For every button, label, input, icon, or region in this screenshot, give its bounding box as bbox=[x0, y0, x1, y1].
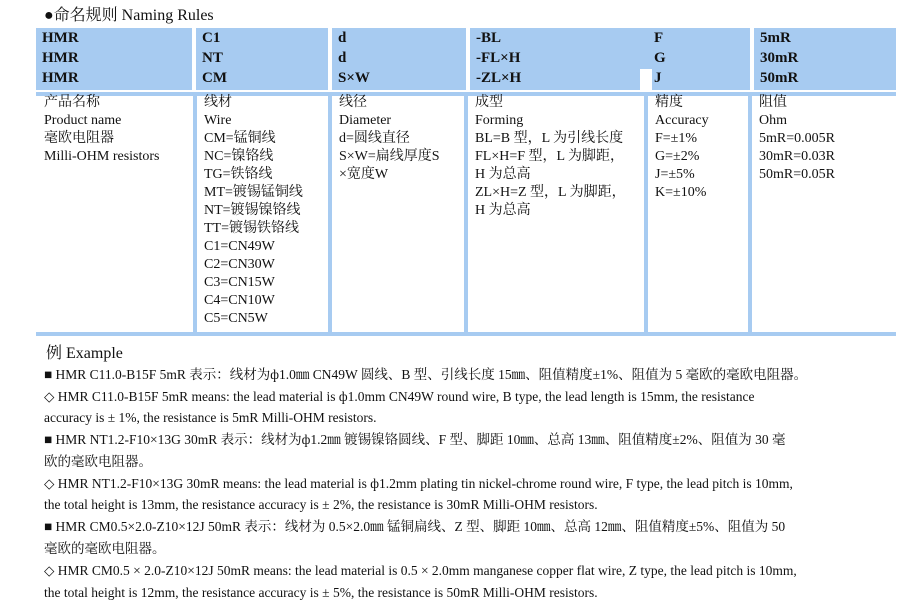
example-line: ■ HMR C11.0-B15F 5mR 表示：线材为ф1.0㎜ CN49W 圆线、B 型、引线长度 15㎜、阻值精度±1%、阻值为 5 毫欧的毫欧电阻器。 bbox=[44, 367, 808, 382]
ohm-column bbox=[751, 92, 896, 332]
desc-line: H 为总高 bbox=[475, 167, 531, 182]
diameter-column bbox=[331, 92, 465, 332]
accuracy-column bbox=[647, 92, 747, 332]
desc-line: d=圆线直径 bbox=[339, 131, 410, 146]
code-line: 50mR bbox=[760, 70, 799, 86]
example-line: the total height is 13mm, the resistance accuracy is ± 2%, the resistance is 30mR Milli-OHM resistors. bbox=[44, 497, 598, 512]
code-line: CM bbox=[202, 70, 227, 86]
desc-line: 毫欧电阻器 bbox=[44, 131, 114, 146]
desc-line: TG=铁铬线 bbox=[204, 167, 273, 182]
band-separator bbox=[750, 28, 754, 90]
code-line: F bbox=[654, 30, 664, 46]
desc-line: F=±1% bbox=[655, 131, 698, 146]
desc-line: BL=B 型，L 为引线长度 bbox=[475, 131, 624, 146]
example-line: 毫欧的毫欧电阻器。 bbox=[44, 541, 166, 556]
band-separator bbox=[640, 69, 652, 90]
code-line: S×W bbox=[338, 70, 370, 86]
code-line: HMR bbox=[42, 50, 79, 66]
example-line: ◇ HMR NT1.2-F10×13G 30mR means: the lead material is ф1.2mm plating tin nickel-chrome round wire, F type, the lead pitch is 10mm, bbox=[44, 476, 793, 491]
code-line: G bbox=[654, 50, 666, 66]
desc-line: S×W=扁线厚度S bbox=[339, 149, 440, 164]
naming-rules-title: ●命名规则 Naming Rules bbox=[44, 7, 214, 24]
desc-line: Forming bbox=[475, 113, 524, 128]
desc-line: MT=镀锡锰铜线 bbox=[204, 185, 303, 200]
code-cell-forming bbox=[470, 28, 648, 90]
desc-line: Wire bbox=[204, 113, 232, 128]
code-header-row bbox=[36, 28, 896, 90]
code-line: -ZL×H bbox=[476, 70, 522, 86]
desc-line: TT=镀锡铁铬线 bbox=[204, 221, 299, 236]
code-cell-series bbox=[36, 28, 192, 90]
desc-line: Product name bbox=[44, 113, 122, 128]
desc-line: 阻值 bbox=[759, 95, 787, 110]
desc-line: FL×H=F 型，L 为脚距， bbox=[475, 149, 625, 164]
desc-line: C4=CN10W bbox=[204, 293, 275, 308]
example-line: the total height is 12mm, the resistance accuracy is ± 5%, the resistance is 50mR Milli-OHM resistors. bbox=[44, 585, 598, 600]
code-line: d bbox=[338, 50, 347, 66]
desc-line: Ohm bbox=[759, 113, 787, 128]
desc-line: H 为总高 bbox=[475, 203, 531, 218]
example-heading: 例 Example bbox=[46, 345, 123, 362]
desc-line: NC=镍铬线 bbox=[204, 149, 274, 164]
example-line: ■ HMR NT1.2-F10×13G 30mR 表示：线材为ф1.2㎜ 镀锡镍铬圆线、F 型、脚距 10㎜、总高 13㎜、阻值精度±2%、阻值为 30 毫 bbox=[44, 432, 786, 447]
desc-line: 线材 bbox=[204, 95, 232, 110]
desc-line: 5mR=0.005R bbox=[759, 131, 835, 146]
desc-line: C3=CN15W bbox=[204, 275, 275, 290]
code-line: -FL×H bbox=[476, 50, 521, 66]
desc-line: 成型 bbox=[475, 95, 503, 110]
desc-line: CM=锰铜线 bbox=[204, 131, 276, 146]
desc-line: NT=镀锡镍铬线 bbox=[204, 203, 301, 218]
desc-line: Diameter bbox=[339, 113, 392, 128]
forming-column bbox=[467, 92, 645, 332]
product-name-column bbox=[36, 92, 192, 332]
code-cell-ohm bbox=[754, 28, 896, 90]
code-line: HMR bbox=[42, 70, 79, 86]
desc-line: Milli-OHM resistors bbox=[44, 149, 160, 164]
desc-line: C1=CN49W bbox=[204, 239, 275, 254]
desc-line: ZL×H=Z 型，L 为脚距， bbox=[475, 185, 626, 200]
example-line: 欧的毫欧电阻器。 bbox=[44, 454, 152, 469]
code-line: -BL bbox=[476, 30, 502, 46]
code-line: J bbox=[654, 70, 662, 86]
table-bottom-border bbox=[36, 332, 896, 336]
desc-line: 精度 bbox=[655, 95, 683, 110]
code-line: HMR bbox=[42, 30, 79, 46]
example-line: accuracy is ± 1%, the resistance is 5mR Milli-OHM resistors. bbox=[44, 410, 377, 425]
desc-line: 线径 bbox=[339, 95, 367, 110]
band-separator bbox=[192, 28, 196, 90]
band-separator bbox=[328, 28, 332, 90]
code-line: C1 bbox=[202, 30, 221, 46]
desc-line: 30mR=0.03R bbox=[759, 149, 835, 164]
code-cell-diameter bbox=[332, 28, 466, 90]
code-line: 5mR bbox=[760, 30, 791, 46]
desc-line: K=±10% bbox=[655, 185, 707, 200]
desc-line: Accuracy bbox=[655, 113, 709, 128]
desc-line: C2=CN30W bbox=[204, 257, 275, 272]
desc-line: G=±2% bbox=[655, 149, 700, 164]
code-cell-wire bbox=[196, 28, 328, 90]
desc-line: C5=CN5W bbox=[204, 311, 268, 326]
desc-line: 产品名称 bbox=[44, 95, 100, 110]
example-line: ■ HMR CM0.5×2.0-Z10×12J 50mR 表示：线材为 0.5×2.0㎜ 锰铜扁线、Z 型、脚距 10㎜、总高 12㎜、阻值精度±5%、阻值为 50 bbox=[44, 519, 786, 534]
desc-line: ×宽度W bbox=[339, 167, 389, 182]
example-line: ◇ HMR CM0.5 × 2.0-Z10×12J 50mR means: the lead material is 0.5 × 2.0mm manganese copper flat wire, Z type, the lead pitch is 10mm, bbox=[44, 563, 797, 578]
code-line: d bbox=[338, 30, 347, 46]
code-line: 30mR bbox=[760, 50, 799, 66]
desc-line: J=±5% bbox=[655, 167, 695, 182]
desc-line: 50mR=0.05R bbox=[759, 167, 835, 182]
example-line: ◇ HMR C11.0-B15F 5mR means: the lead material is ф1.0mm CN49W round wire, B type, the lead length is 15mm, the resistance bbox=[44, 389, 755, 404]
code-line: NT bbox=[202, 50, 223, 66]
code-cell-accuracy bbox=[648, 28, 750, 90]
wire-column bbox=[196, 92, 328, 332]
band-separator bbox=[466, 28, 470, 90]
